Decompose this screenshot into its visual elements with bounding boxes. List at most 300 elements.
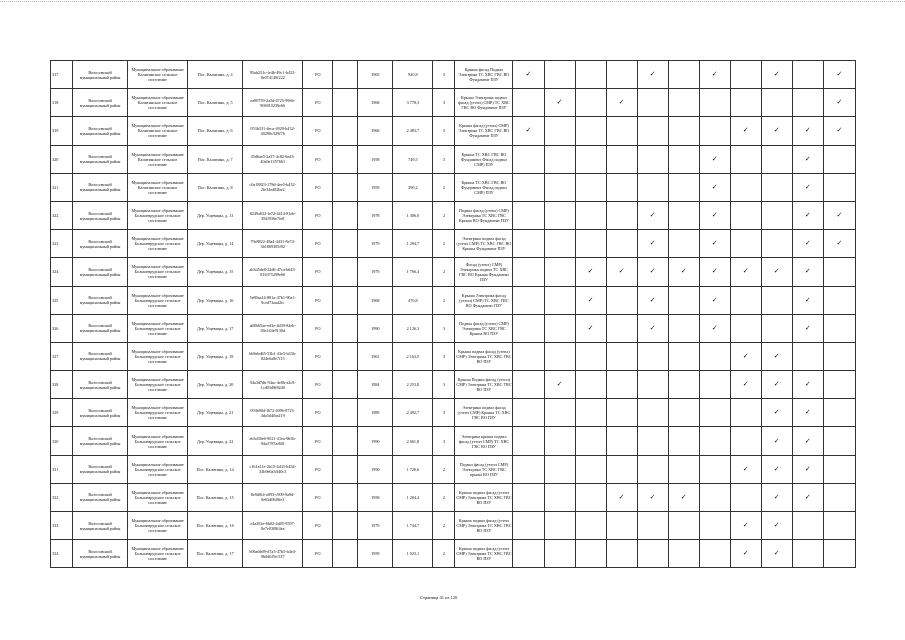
check-mark: ✓: [699, 258, 730, 286]
empty-cell: [544, 61, 575, 89]
empty-cell: [668, 540, 699, 568]
floors-cell: 2: [433, 230, 455, 258]
check-mark: ✓: [637, 258, 668, 286]
works-list-cell: Фасад (утепл) СМР) Электрика подвал ТС ХВС ГВС ВО Крыша Фундамент ПЗУ: [455, 258, 513, 286]
works-list-cell: Крыша Электрика фасад (утепл) СМР) ТС ХВС ГВС ВО Фундамент ПЗУ: [455, 286, 513, 314]
empty-cell: [575, 201, 606, 229]
empty-cell: [606, 455, 637, 483]
empty-cell: [513, 314, 544, 342]
house-code-cell: 94a3d7db-94ac-4e0b-a2c8-1cd03d9f82d0: [243, 371, 303, 399]
works-list-cell: Подвал фасад (утепл) СМР) Электрика ТС ХВС ГВС Крыша ВО ПЗУ: [455, 314, 513, 342]
house-code-cell: eb3d30e6-9021-41ea-9b3b-8da3787af6f8: [243, 427, 303, 455]
empty-cell: [637, 512, 668, 540]
year-cell: 1958: [358, 145, 393, 173]
empty-cell: [544, 314, 575, 342]
address-cell: Дер. Ущевицы, д. 15: [188, 258, 243, 286]
empty-cell: [637, 173, 668, 201]
empty-cell: [761, 89, 792, 117]
empty-cell: [668, 230, 699, 258]
empty-cell: [513, 399, 544, 427]
works-list-cell: Электрика подвал фасад (утепл СМР) ТС ХВС ГВС ВО Крыша Фундамент ПЗУ: [455, 230, 513, 258]
table-row: [51, 117, 856, 145]
works-list-cell: Крыша фасад Подвал Электрика ТС ХВС ГВС ВО Фундамент ПЗУ: [455, 61, 513, 89]
settlement-cell: Муниципальное образование Калитинское сельское поселение: [128, 145, 188, 173]
year-cell: 1965: [358, 61, 393, 89]
fund-form-cell: РО: [303, 483, 333, 511]
fund-form-cell: РО: [303, 201, 333, 229]
empty-cell: [544, 399, 575, 427]
table-row: [51, 455, 856, 483]
empty-cell: [544, 286, 575, 314]
check-mark: ✓: [761, 483, 792, 511]
row-number: 329: [51, 399, 73, 427]
check-mark: ✓: [730, 540, 761, 568]
address-cell: Дер. Ущевицы, д. 17: [188, 314, 243, 342]
empty-cell: [792, 89, 823, 117]
house-code-cell: c0a18823-178d-4ee5-b432-2fe34ed82be2: [243, 173, 303, 201]
address-cell: Дер. Ущевицы, д. 21: [188, 399, 243, 427]
empty-cell: [544, 540, 575, 568]
settlement-cell: Муниципальное образование Большеврудское сельское поселение: [128, 201, 188, 229]
check-mark: ✓: [792, 117, 823, 145]
empty-cell: [333, 427, 358, 455]
address-cell: Пос. Калитино, д. 17: [188, 540, 243, 568]
house-code-cell: 093b90d-f672-4096-8723-4da5d4fbe219: [243, 399, 303, 427]
empty-cell: [333, 258, 358, 286]
check-mark: ✓: [792, 173, 823, 201]
house-code-cell: a68665ae-ed3e-4d39-82eb-38e144e9130d: [243, 314, 303, 342]
check-mark: ✓: [792, 427, 823, 455]
house-code-cell: 95ab231c-fe4b-49c1-b432-8e074149f222: [243, 61, 303, 89]
empty-cell: [513, 173, 544, 201]
settlement-cell: Муниципальное образование Большеврудское сельское поселение: [128, 230, 188, 258]
area-cell: 1 720,6: [393, 455, 433, 483]
empty-cell: [333, 512, 358, 540]
empty-cell: [823, 512, 855, 540]
year-cell: 1968: [358, 89, 393, 117]
district-cell: Волосовский муниципальный район: [73, 61, 128, 89]
fund-form-cell: РО: [303, 117, 333, 145]
row-number: 331: [51, 455, 73, 483]
row-number: 334: [51, 540, 73, 568]
year-cell: 1979: [358, 230, 393, 258]
empty-cell: [333, 230, 358, 258]
fund-form-cell: РО: [303, 371, 333, 399]
check-mark: ✓: [792, 286, 823, 314]
row-number: 325: [51, 286, 73, 314]
empty-cell: [333, 89, 358, 117]
district-cell: Волосовский муниципальный район: [73, 483, 128, 511]
empty-cell: [823, 455, 855, 483]
empty-cell: [513, 427, 544, 455]
settlement-cell: Муниципальное образование Калитинское сельское поселение: [128, 173, 188, 201]
empty-cell: [544, 455, 575, 483]
fund-form-cell: РО: [303, 399, 333, 427]
area-cell: 1 306,0: [393, 201, 433, 229]
empty-cell: [606, 314, 637, 342]
empty-cell: [513, 540, 544, 568]
floors-cell: 2: [433, 286, 455, 314]
empty-cell: [606, 230, 637, 258]
empty-cell: [513, 258, 544, 286]
settlement-cell: Муниципальное образование Большеврудское сельское поселение: [128, 314, 188, 342]
table-row: [51, 512, 856, 540]
empty-cell: [730, 230, 761, 258]
empty-cell: [606, 201, 637, 229]
address-cell: Дер. Ущевицы, д. 14: [188, 230, 243, 258]
empty-cell: [333, 455, 358, 483]
empty-cell: [544, 427, 575, 455]
settlement-cell: Муниципальное образование Калитинское сельское поселение: [128, 61, 188, 89]
empty-cell: [544, 230, 575, 258]
check-mark: ✓: [761, 399, 792, 427]
check-mark: ✓: [792, 258, 823, 286]
year-cell: 1984: [358, 371, 393, 399]
row-number: 324: [51, 258, 73, 286]
check-mark: ✓: [823, 89, 855, 117]
empty-cell: [606, 540, 637, 568]
check-mark: ✓: [823, 201, 855, 229]
check-mark: ✓: [792, 371, 823, 399]
check-mark: ✓: [544, 371, 575, 399]
fund-form-cell: РО: [303, 286, 333, 314]
address-cell: Дер. Ущевицы, д. 19: [188, 342, 243, 370]
floors-cell: 2: [433, 201, 455, 229]
empty-cell: [606, 286, 637, 314]
empty-cell: [823, 286, 855, 314]
house-code-cell: ea90759-2a5d-4725-996b-906910239e66: [243, 89, 303, 117]
district-cell: Волосовский муниципальный район: [73, 230, 128, 258]
settlement-cell: Муниципальное образование Большеврудское сельское поселение: [128, 455, 188, 483]
floors-cell: 2: [433, 455, 455, 483]
fund-form-cell: РО: [303, 258, 333, 286]
empty-cell: [792, 61, 823, 89]
area-cell: 3 778,3: [393, 89, 433, 117]
empty-cell: [699, 483, 730, 511]
empty-cell: [513, 286, 544, 314]
empty-cell: [333, 173, 358, 201]
works-list-cell: Крыша подвал фасад (утепл СМР) Электрика ТС ХВС ГВС ВО ПЗУ: [455, 483, 513, 511]
page-number: Страница 41 из 120: [420, 595, 458, 600]
check-mark: ✓: [575, 286, 606, 314]
settlement-cell: Муниципальное образование Большеврудское сельское поселение: [128, 427, 188, 455]
works-list-cell: Крыша подвал фасад (утепл СМР) Электрика ТС ХВС ГВС ВО ПЗУ: [455, 540, 513, 568]
address-cell: Пос. Калитино, д. 16: [188, 512, 243, 540]
empty-cell: [699, 89, 730, 117]
fund-form-cell: РО: [303, 455, 333, 483]
empty-cell: [699, 399, 730, 427]
district-cell: Волосовский муниципальный район: [73, 258, 128, 286]
works-list-cell: Крыша Подвал фасад (утепл) СМР) Электрика ТС ХВС ГВС ВО ПЗУ: [455, 371, 513, 399]
empty-cell: [792, 540, 823, 568]
fund-form-cell: РО: [303, 342, 333, 370]
empty-cell: [761, 286, 792, 314]
row-number: 327: [51, 342, 73, 370]
empty-cell: [668, 399, 699, 427]
empty-cell: [668, 173, 699, 201]
empty-cell: [699, 427, 730, 455]
empty-cell: [575, 371, 606, 399]
empty-cell: [575, 89, 606, 117]
empty-cell: [792, 512, 823, 540]
row-number: 322: [51, 201, 73, 229]
table-row: [51, 145, 856, 173]
check-mark: ✓: [699, 230, 730, 258]
table-body: [51, 61, 856, 568]
house-code-cell: c161a11e-2b15-4d33-b434-34b9e0a3ff40c3: [243, 455, 303, 483]
address-cell: Пос. Калитино, д. 15: [188, 483, 243, 511]
works-list-cell: Крыша подвал фасад (утепл) СМР) Электрика ТС ХВС ГВС ВО ПЗУ: [455, 342, 513, 370]
area-cell: 2 492,7: [393, 399, 433, 427]
settlement-cell: Муниципальное образование Калитинское сельское поселение: [128, 117, 188, 145]
house-code-cell: 45d6ae5-2a37-4c82-6ed3-40a9e1357661: [243, 145, 303, 173]
empty-cell: [637, 145, 668, 173]
check-mark: ✓: [606, 258, 637, 286]
year-cell: 1990: [358, 427, 393, 455]
empty-cell: [575, 399, 606, 427]
empty-cell: [637, 371, 668, 399]
check-mark: ✓: [544, 89, 575, 117]
empty-cell: [333, 399, 358, 427]
district-cell: Волосовский муниципальный район: [73, 173, 128, 201]
settlement-cell: Муниципальное образование Большеврудское сельское поселение: [128, 399, 188, 427]
table-row: [51, 427, 856, 455]
district-cell: Волосовский муниципальный район: [73, 540, 128, 568]
check-mark: ✓: [699, 173, 730, 201]
empty-cell: [761, 145, 792, 173]
check-mark: ✓: [637, 286, 668, 314]
settlement-cell: Муниципальное образование Большеврудское сельское поселение: [128, 512, 188, 540]
check-mark: ✓: [513, 61, 544, 89]
table-row: [51, 89, 856, 117]
fund-form-cell: РО: [303, 145, 333, 173]
check-mark: ✓: [761, 427, 792, 455]
empty-cell: [668, 286, 699, 314]
year-cell: 1978: [358, 201, 393, 229]
check-mark: ✓: [792, 483, 823, 511]
floors-cell: 3: [433, 61, 455, 89]
check-mark: ✓: [823, 61, 855, 89]
check-mark: ✓: [792, 314, 823, 342]
check-mark: ✓: [699, 201, 730, 229]
empty-cell: [730, 427, 761, 455]
empty-cell: [513, 201, 544, 229]
row-number: 326: [51, 314, 73, 342]
empty-cell: [637, 540, 668, 568]
empty-cell: [699, 455, 730, 483]
works-list-cell: Крыша ТС ХВС ГВС ВО Фундамент Фасад подвал СМР) ПЗУ: [455, 173, 513, 201]
empty-cell: [606, 61, 637, 89]
area-cell: 2 163,5: [393, 342, 433, 370]
floors-cell: 3: [433, 314, 455, 342]
settlement-cell: Муниципальное образование Большеврудское сельское поселение: [128, 286, 188, 314]
year-cell: 1979: [358, 512, 393, 540]
check-mark: ✓: [761, 61, 792, 89]
district-cell: Волосовский муниципальный район: [73, 145, 128, 173]
fund-form-cell: РО: [303, 314, 333, 342]
empty-cell: [606, 173, 637, 201]
empty-cell: [513, 512, 544, 540]
empty-cell: [333, 201, 358, 229]
empty-cell: [606, 117, 637, 145]
empty-cell: [575, 427, 606, 455]
check-mark: ✓: [699, 314, 730, 342]
settlement-cell: Муниципальное образование Большеврудское сельское поселение: [128, 483, 188, 511]
empty-cell: [668, 455, 699, 483]
empty-cell: [668, 371, 699, 399]
fund-form-cell: РО: [303, 512, 333, 540]
table-row: [51, 230, 856, 258]
empty-cell: [606, 512, 637, 540]
empty-cell: [730, 483, 761, 511]
empty-cell: [333, 286, 358, 314]
empty-cell: [333, 371, 358, 399]
empty-cell: [637, 89, 668, 117]
empty-cell: [513, 455, 544, 483]
check-mark: ✓: [823, 117, 855, 145]
empty-cell: [668, 145, 699, 173]
year-cell: 1968: [358, 286, 393, 314]
floors-cell: 3: [433, 399, 455, 427]
check-mark: ✓: [730, 455, 761, 483]
empty-cell: [544, 145, 575, 173]
empty-cell: [606, 399, 637, 427]
empty-cell: [823, 342, 855, 370]
empty-cell: [575, 540, 606, 568]
check-mark: ✓: [637, 483, 668, 511]
empty-cell: [513, 230, 544, 258]
check-mark: ✓: [606, 89, 637, 117]
empty-cell: [823, 483, 855, 511]
empty-cell: [575, 61, 606, 89]
check-mark: ✓: [637, 314, 668, 342]
check-mark: ✓: [637, 230, 668, 258]
check-mark: ✓: [575, 258, 606, 286]
works-list-cell: Крыша ТС ХВС ГВС ВО Фундамент Фасад подвал СМР) ПЗУ: [455, 145, 513, 173]
empty-cell: [333, 342, 358, 370]
check-mark: ✓: [761, 512, 792, 540]
floors-cell: 3: [433, 371, 455, 399]
works-list-cell: Крыша подвал фасад (утепл СМР) Электрика ТС ХВС ГВС ВО ПЗУ: [455, 512, 513, 540]
empty-cell: [668, 314, 699, 342]
check-mark: ✓: [792, 201, 823, 229]
empty-cell: [575, 483, 606, 511]
empty-cell: [333, 314, 358, 342]
empty-cell: [668, 342, 699, 370]
check-mark: ✓: [668, 258, 699, 286]
district-cell: Волосовский муниципальный район: [73, 89, 128, 117]
area-cell: 2 253,8: [393, 371, 433, 399]
empty-cell: [730, 61, 761, 89]
address-cell: Дер. Ущевицы, д. 22: [188, 427, 243, 455]
floors-cell: 2: [433, 512, 455, 540]
empty-cell: [513, 483, 544, 511]
empty-cell: [761, 230, 792, 258]
year-cell: 1961: [358, 342, 393, 370]
empty-cell: [575, 230, 606, 258]
table-row: [51, 258, 856, 286]
address-cell: Пос. Калитино, д. 6: [188, 117, 243, 145]
check-mark: ✓: [761, 540, 792, 568]
empty-cell: [730, 201, 761, 229]
row-number: 321: [51, 173, 73, 201]
check-mark: ✓: [761, 117, 792, 145]
district-cell: Волосовский муниципальный район: [73, 512, 128, 540]
settlement-cell: Муниципальное образование Калитинское сельское поселение: [128, 89, 188, 117]
year-cell: 1959: [358, 540, 393, 568]
floors-cell: 2: [433, 483, 455, 511]
works-list-cell: Электрика подвал фасад (утепл СМР) Крыша ТС ХВС ГВС ВО ПЗУ: [455, 399, 513, 427]
check-mark: ✓: [823, 230, 855, 258]
address-cell: Дер. Ущевицы, д. 16: [188, 286, 243, 314]
check-mark: ✓: [730, 342, 761, 370]
settlement-cell: Муниципальное образование Большеврудское сельское поселение: [128, 258, 188, 286]
district-cell: Волосовский муниципальный район: [73, 342, 128, 370]
house-code-cell: 8e9d0f4-a093-c909-9a9d-0e63d06f0fe3: [243, 483, 303, 511]
area-cell: 470,8: [393, 286, 433, 314]
house-code-cell: 053b331-4eca-4929-b432-40296c529f76: [243, 117, 303, 145]
empty-cell: [544, 201, 575, 229]
floors-cell: 2: [433, 173, 455, 201]
year-cell: 1979: [358, 258, 393, 286]
check-mark: ✓: [699, 145, 730, 173]
check-mark: ✓: [513, 117, 544, 145]
floors-cell: 3: [433, 89, 455, 117]
capital-repair-table: [50, 60, 856, 568]
empty-cell: [823, 314, 855, 342]
empty-cell: [544, 483, 575, 511]
empty-cell: [730, 89, 761, 117]
empty-cell: [637, 399, 668, 427]
check-mark: ✓: [730, 117, 761, 145]
table-row: [51, 201, 856, 229]
floors-cell: 3: [433, 342, 455, 370]
table-row: [51, 540, 856, 568]
row-number: 317: [51, 61, 73, 89]
check-mark: ✓: [699, 286, 730, 314]
address-cell: Дер. Ущевицы, д. 13: [188, 201, 243, 229]
empty-cell: [513, 342, 544, 370]
empty-cell: [668, 512, 699, 540]
empty-cell: [668, 427, 699, 455]
table-row: [51, 173, 856, 201]
address-cell: Пос. Калитино, д. 4: [188, 61, 243, 89]
check-mark: ✓: [792, 145, 823, 173]
empty-cell: [668, 117, 699, 145]
empty-cell: [637, 117, 668, 145]
check-mark: ✓: [761, 455, 792, 483]
table-row: [51, 342, 856, 370]
row-number: 330: [51, 427, 73, 455]
works-list-cell: Подвал фасад (утепл СМР) Электрика ТС ХВС ГВС крыша ВО ПЗУ: [455, 455, 513, 483]
address-cell: Пос. Калитино, д. 7: [188, 145, 243, 173]
empty-cell: [333, 117, 358, 145]
row-number: 318: [51, 89, 73, 117]
empty-cell: [544, 342, 575, 370]
empty-cell: [792, 342, 823, 370]
empty-cell: [606, 145, 637, 173]
check-mark: ✓: [730, 371, 761, 399]
empty-cell: [823, 173, 855, 201]
empty-cell: [823, 399, 855, 427]
empty-cell: [575, 173, 606, 201]
address-cell: Пос. Калитино, д. 14: [188, 455, 243, 483]
empty-cell: [699, 342, 730, 370]
year-cell: 1958: [358, 483, 393, 511]
empty-cell: [606, 342, 637, 370]
district-cell: Волосовский муниципальный район: [73, 314, 128, 342]
top-edge-line: [0, 1, 905, 2]
